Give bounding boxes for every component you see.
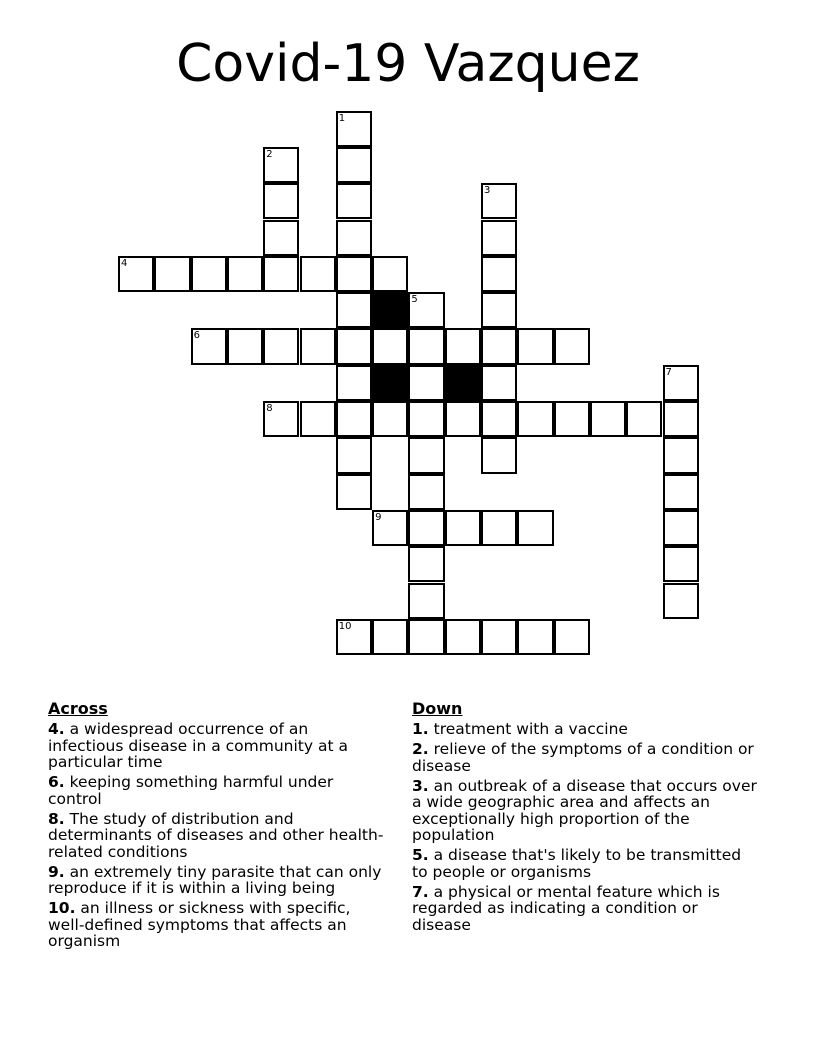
grid-cell[interactable] [663, 365, 699, 401]
page-title: Covid-19 Vazquez [176, 34, 640, 94]
grid-cell[interactable] [336, 437, 372, 473]
clue-text: an outbreak of a disease that occurs over a wide geographic area and affects an exceptionally high proportion of the population [412, 776, 757, 844]
down-clues [412, 700, 757, 937]
grid-cell[interactable] [408, 546, 444, 582]
down-heading: Down [412, 699, 463, 718]
clue-number-label: 1 [338, 112, 346, 124]
grid-cell[interactable] [408, 437, 444, 473]
grid-cell[interactable] [263, 256, 299, 292]
clue-number-label: 9 [375, 511, 382, 523]
grid-cell[interactable] [372, 328, 408, 364]
black-cell [445, 365, 481, 401]
clue-down-5 [412, 847, 757, 880]
grid-cell[interactable] [481, 437, 517, 473]
clue-number: 2. [412, 740, 429, 758]
clue-across-9 [48, 864, 388, 897]
clue-number: 7. [412, 882, 429, 901]
grid-cell[interactable] [481, 510, 517, 546]
black-cell [372, 292, 408, 328]
clue-text: a disease that's likely to be transmitted to people or organisms [412, 846, 742, 881]
grid-cell[interactable] [408, 583, 444, 619]
clue-number: 5. [412, 846, 429, 864]
clue-number: 9. [48, 862, 65, 881]
grid-cell[interactable] [663, 546, 699, 582]
grid-cell[interactable] [481, 292, 517, 328]
clue-across-8 [48, 811, 388, 861]
grid-cell[interactable] [554, 619, 590, 655]
clue-number: 4. [48, 720, 65, 738]
grid-cell[interactable] [336, 474, 372, 510]
grid-cell[interactable] [372, 401, 408, 437]
grid-cell[interactable] [300, 401, 336, 437]
grid-cell[interactable] [227, 328, 263, 364]
grid-cell[interactable] [663, 474, 699, 510]
grid-cell[interactable] [517, 328, 553, 364]
grid-cell[interactable] [481, 220, 517, 256]
grid-cell[interactable] [554, 401, 590, 437]
grid-cell[interactable] [590, 401, 626, 437]
grid-cell[interactable] [663, 510, 699, 546]
clue-down-1 [412, 721, 757, 738]
grid-cell[interactable] [263, 220, 299, 256]
grid-cell[interactable] [154, 256, 190, 292]
grid-cell[interactable] [263, 328, 299, 364]
grid-cell[interactable] [481, 619, 517, 655]
clue-across-6 [48, 774, 388, 807]
clue-number: 6. [48, 773, 65, 791]
clue-number-label: 5 [411, 294, 418, 306]
grid-cell[interactable] [445, 619, 481, 655]
grid-cell[interactable] [408, 510, 444, 546]
clue-text: a physical or mental feature which is regarded as indicating a condition or disease [412, 882, 720, 934]
grid-cell[interactable] [263, 401, 299, 437]
grid-cell[interactable] [445, 328, 481, 364]
clue-text: an extremely tiny parasite that can only reproduce if it is within a living being [48, 862, 382, 897]
clue-number: 8. [48, 809, 65, 828]
grid-cell[interactable] [481, 401, 517, 437]
clue-number-label: 10 [338, 620, 352, 632]
grid-cell[interactable] [663, 583, 699, 619]
clue-down-3 [412, 778, 757, 844]
grid-cell[interactable] [336, 365, 372, 401]
grid-cell[interactable] [372, 256, 408, 292]
grid-cell[interactable] [300, 256, 336, 292]
clue-text: treatment with a vaccine [433, 720, 628, 738]
grid-cell[interactable] [408, 619, 444, 655]
grid-cell[interactable] [408, 328, 444, 364]
clue-number: 10. [48, 899, 76, 917]
clue-number-label: 6 [193, 330, 200, 342]
grid-cell[interactable] [336, 619, 372, 655]
grid-cell[interactable] [191, 328, 227, 364]
clue-text: an illness or sickness with specific, well-defined symptoms that affects an organism [48, 899, 351, 950]
grid-cell[interactable] [227, 256, 263, 292]
clue-text: a widespread occurrence of an infectious disease in a community at a particular time [48, 720, 348, 771]
across-clues [48, 700, 388, 953]
clue-number-label: 2 [266, 148, 273, 160]
clue-number: 1. [412, 720, 429, 738]
grid-cell[interactable] [481, 328, 517, 364]
grid-cell[interactable] [191, 256, 227, 292]
grid-cell[interactable] [517, 619, 553, 655]
clue-number-label: 4 [121, 257, 128, 269]
grid-cell[interactable] [445, 510, 481, 546]
clue-down-7 [412, 884, 757, 934]
grid-cell[interactable] [336, 111, 372, 147]
black-cell [372, 365, 408, 401]
grid-cell[interactable] [481, 256, 517, 292]
grid-cell[interactable] [336, 147, 372, 183]
clue-number-label: 3 [484, 185, 491, 197]
grid-cell[interactable] [336, 220, 372, 256]
grid-cell[interactable] [663, 437, 699, 473]
grid-cell[interactable] [408, 292, 444, 328]
grid-cell[interactable] [336, 183, 372, 219]
grid-cell[interactable] [408, 401, 444, 437]
grid-cell[interactable] [663, 401, 699, 437]
grid-cell[interactable] [445, 401, 481, 437]
grid-cell[interactable] [300, 328, 336, 364]
grid-cell[interactable] [336, 328, 372, 364]
grid-cell[interactable] [408, 365, 444, 401]
grid-cell[interactable] [517, 401, 553, 437]
grid-cell[interactable] [481, 365, 517, 401]
clue-across-10 [48, 900, 388, 950]
grid-cell[interactable] [263, 183, 299, 219]
across-heading: Across [48, 699, 108, 718]
grid-cell[interactable] [263, 147, 299, 183]
grid-cell[interactable] [408, 474, 444, 510]
grid-cell[interactable] [372, 510, 408, 546]
clue-across-4 [48, 721, 388, 771]
clue-number-label: 8 [266, 403, 273, 414]
grid-cell[interactable] [336, 256, 372, 292]
clue-number: 3. [412, 776, 429, 795]
clue-text: relieve of the symptoms of a condition or disease [412, 740, 754, 775]
grid-cell[interactable] [517, 510, 553, 546]
clue-number-label: 7 [665, 366, 672, 378]
clue-text: keeping something harmful under control [48, 773, 334, 808]
grid-cell[interactable] [554, 328, 590, 364]
grid-cell[interactable] [372, 619, 408, 655]
grid-cell[interactable] [481, 183, 517, 219]
grid-cell[interactable] [118, 256, 154, 292]
clue-text: The study of distribution and determinants of diseases and other health-related conditions [48, 809, 384, 861]
grid-cell[interactable] [626, 401, 662, 437]
grid-cell[interactable] [336, 292, 372, 328]
clue-down-2 [412, 741, 757, 774]
grid-cell[interactable] [336, 401, 372, 437]
